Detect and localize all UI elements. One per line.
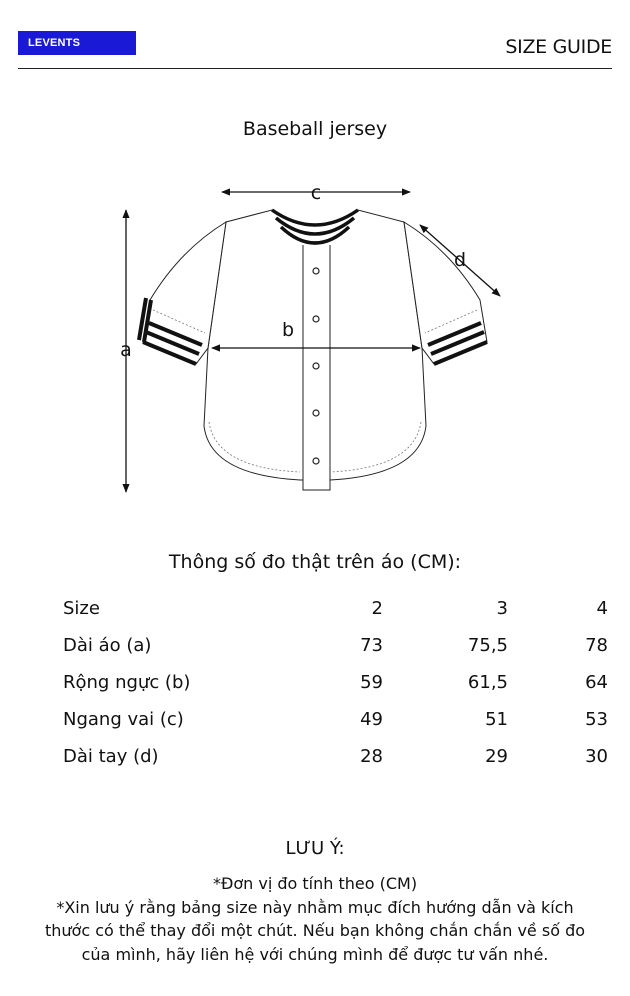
header-label: Size [63, 598, 100, 619]
button-1 [313, 268, 319, 274]
label-b: b [281, 319, 295, 341]
table-row [60, 627, 608, 664]
label-a: a [120, 339, 132, 361]
cell: 61,5 [467, 672, 508, 693]
page-title: SIZE GUIDE [505, 36, 612, 58]
cell: 75,5 [467, 635, 508, 656]
jersey-outline [143, 210, 487, 490]
button-3 [313, 363, 319, 369]
size-3-header: 3 [496, 598, 508, 619]
note-title: LƯU Ý: [285, 838, 345, 859]
size-4-header: 4 [596, 598, 608, 619]
size-2-header: 2 [371, 598, 383, 619]
cell: 64 [585, 672, 608, 693]
measurements-heading: Thông số đo thật trên áo (CM): [168, 551, 462, 573]
note-line: của mình, hãy liên hệ với chúng mình để được tư vấn nhé. [81, 944, 549, 964]
note-line: *Xin lưu ý rằng bảng size này nhằm mục đích hướng dẫn và kích [56, 897, 574, 917]
row-label: Dài áo (a) [63, 635, 152, 656]
button-5 [313, 458, 319, 464]
cell: 28 [360, 746, 383, 767]
row-label: Ngang vai (c) [63, 709, 184, 730]
cell: 59 [360, 672, 383, 693]
brand-logo[interactable]: LEVENTS [18, 31, 136, 55]
note-line: thước có thể thay đổi một chút. Nếu bạn không chắn chắn về số đo [44, 921, 586, 940]
row-label: Dài tay (d) [63, 746, 159, 767]
product-name: Baseball jersey [242, 118, 388, 140]
table-row [60, 701, 608, 738]
cell: 78 [585, 635, 608, 656]
cell: 30 [585, 746, 608, 767]
button-2 [313, 316, 319, 322]
button-4 [313, 410, 319, 416]
table-header-row [60, 590, 608, 627]
note-line: *Đơn vị đo tính theo (CM) [212, 874, 418, 893]
label-d: d [453, 249, 467, 271]
jersey-diagram [0, 170, 630, 510]
table-row [60, 738, 608, 775]
table-row [60, 664, 608, 701]
cell: 73 [360, 635, 383, 656]
label-c: c [310, 182, 322, 204]
cell: 49 [360, 709, 383, 730]
row-label: Rộng ngực (b) [63, 672, 191, 693]
size-table [60, 590, 608, 775]
cell: 51 [485, 709, 508, 730]
note-text [40, 872, 590, 966]
cell: 29 [485, 746, 508, 767]
cell: 53 [585, 709, 608, 730]
header-divider [18, 68, 612, 69]
